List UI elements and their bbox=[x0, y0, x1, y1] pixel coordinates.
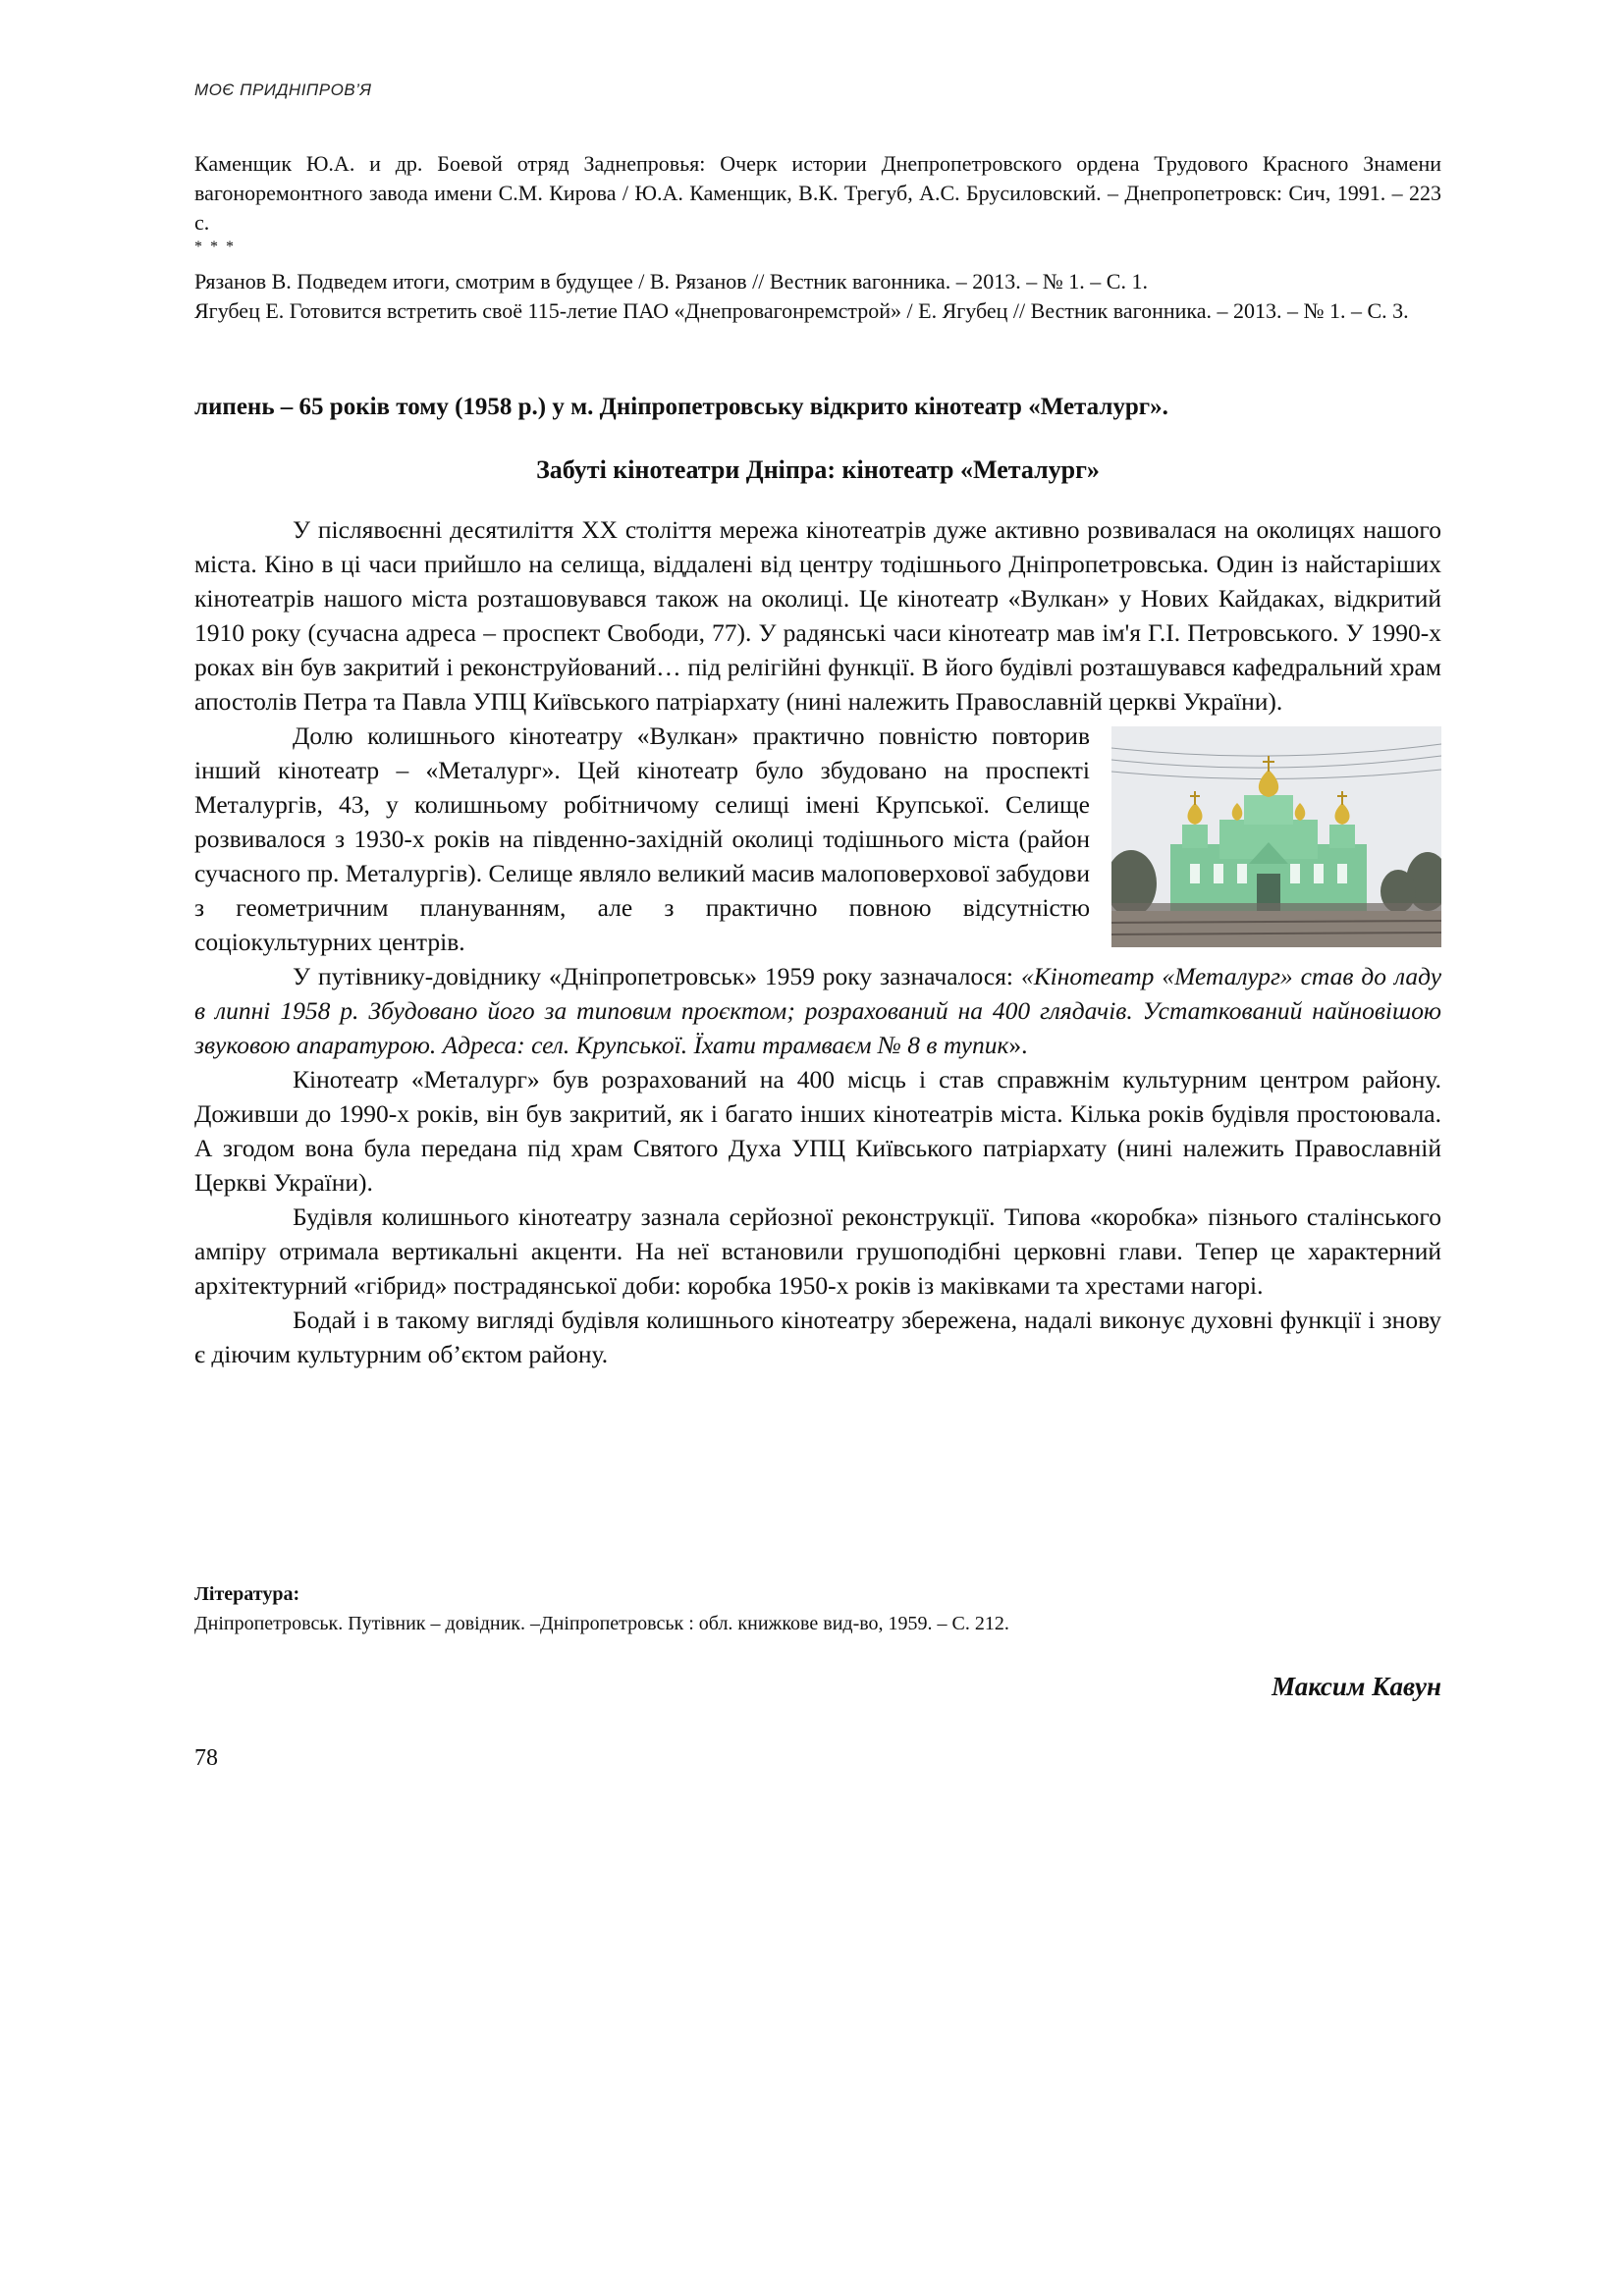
author-signature: Максим Кавун bbox=[1272, 1672, 1441, 1701]
reference-list bbox=[194, 149, 1441, 326]
article-title: Забуті кінотеатри Дніпра: кінотеатр «Металург» bbox=[536, 455, 1100, 484]
event-heading: липень – 65 років тому (1958 р.) у м. Дніпропетровську відкрито кінотеатр «Металург». bbox=[194, 394, 1168, 420]
paragraph-3-lead: У путівнику-довіднику «Дніпропетровськ» 1959 року зазначалося: bbox=[293, 962, 1021, 990]
fence bbox=[1111, 903, 1441, 911]
paragraph-1: У післявоєнні десятиліття XX століття мережа кінотеатрів дуже активно розвивалася на околицях нашого міста. Кіно в ці часи прийшло на селища, віддалені від центру тодішнього Дніпропетровська. Один із найстаріших кінотеатрів нашого міста розташовувався також на околиці. Це кінотеатр «Вулкан» у Нових Кайдаках, відкритий 1910 року (сучасна адреса – проспект Свободи, 77). У радянські часи кінотеатр мав ім'я Г.І. Петровського. У 1990-х роках він був закритий і реконструйований… під релігійні функції. В його будівлі розташувався кафедральний храм апостолів Петра та Павла УПЦ Київського патріархату (нині належить Православній церкві України). bbox=[194, 515, 1441, 716]
guidebook-quote: «Кінотеатр «Металург» став до ладу в липні 1958 р. Збудовано його за типовим проєктом; розрахований на 400 глядачів. Устаткований найновішою звуковою апаратурою. Адреса: сел. Крупської. Їхати трамваєм № 8 в тупик bbox=[194, 962, 1442, 1059]
church-photo bbox=[1111, 726, 1441, 947]
literature-item: Дніпропетровськ. Путівник – довідник. –Дніпропетровськ : обл. книжкове вид-во, 1959. – С. 212. bbox=[194, 1613, 1009, 1634]
reference-item: Каменщик Ю.А. и др. Боевой отряд Заднепровья: Очерк истории Днепропетровского ордена Трудового Красного Знамени вагоноремонтного завода имени С.М. Кирова / Ю.А. Каменщик, В.К. Трегуб, А.С. Брусиловский. – Днепропетровск: Сич, 1991. – 223 с. bbox=[194, 151, 1441, 235]
paragraph-4: Кінотеатр «Металург» був розрахований на 400 місць і став справжнім культурним центром району. Доживши до 1990-х років, він був закритий, як і багато інших кінотеатрів міста. Кілька років будівля простоювала. А згодом вона була передана під храм Святого Духа УПЦ Київського патріархату (нині належить Православній Церкві України). bbox=[194, 1065, 1441, 1197]
paragraph-6: Бодай і в такому вигляді будівля колишнього кінотеатру збережена, надалі виконує духовні функції і знову є діючим культурним об’єктом району. bbox=[194, 1306, 1441, 1368]
paragraph-3-tail: ». bbox=[1008, 1031, 1028, 1059]
reference-separator: * * * bbox=[194, 239, 236, 255]
literature-heading: Література: bbox=[194, 1583, 300, 1605]
reference-item: Ягубец Е. Готовится встретить своё 115-летие ПАО «Днепровагонремстрой» / Е. Ягубец // Вестник вагонника. – 2013. – № 1. – С. 3. bbox=[194, 298, 1409, 323]
article-body bbox=[194, 512, 1441, 1371]
paragraph-3 bbox=[194, 959, 1441, 1062]
paragraph-2: Долю колишнього кінотеатру «Вулкан» практично повністю повторив інший кінотеатр – «Металург». Цей кінотеатр було збудовано на проспекті Металургів, 43, у колишньому робітничому селищі імені Крупської. Селище розвивалося з 1930-х років на південно-західній околиці тодішнього міста (район сучасного пр. Металургів). Селище являло великий масив малоповерхової забудови з геометричним плануванням, але з практично повною відсутністю соціокультурних центрів. bbox=[194, 721, 1090, 956]
reference-item: Рязанов В. Подведем итоги, смотрим в будущее / В. Рязанов // Вестник вагонника. – 2013. – № 1. – С. 1. bbox=[194, 269, 1148, 294]
page-number: 78 bbox=[194, 1745, 218, 1771]
paragraph-5: Будівля колишнього кінотеатру зазнала серйозної реконструкції. Типова «коробка» пізнього сталінського ампіру отримала вертикальні акценти. На неї встановили грушоподібні церковні глави. Тепер це характерний архітектурний «гібрид» пострадянської доби: коробка 1950-х років із маківками та хрестами нагорі. bbox=[194, 1202, 1441, 1300]
photo-ground bbox=[1111, 911, 1441, 947]
running-head: МОЄ ПРИДНІПРОВ’Я bbox=[194, 80, 372, 99]
